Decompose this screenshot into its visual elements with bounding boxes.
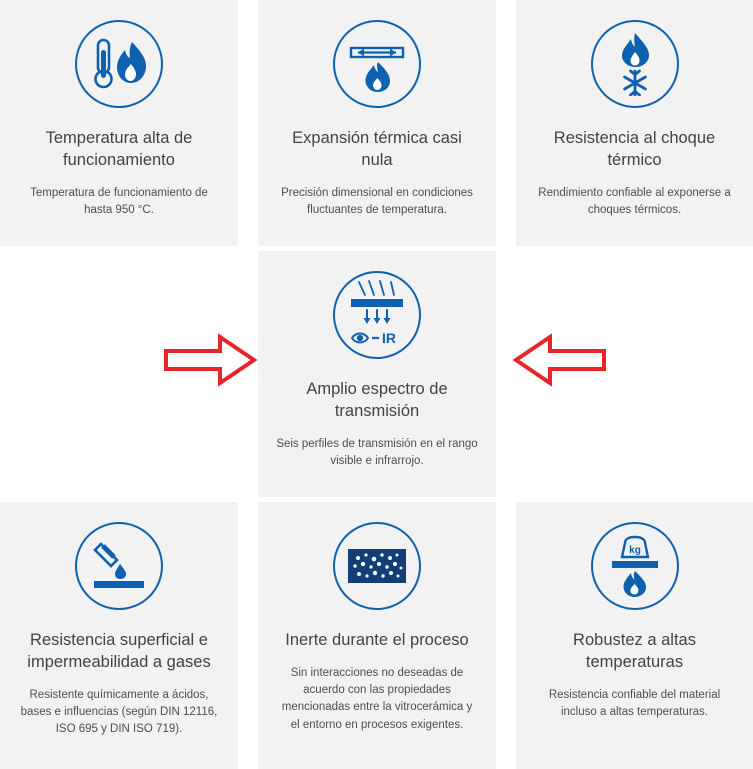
thermal-expansion-flame-icon xyxy=(329,16,425,112)
droplet-surface-icon xyxy=(71,518,167,614)
feature-card-choque-termico[interactable] xyxy=(516,0,753,246)
card-description: Resistencia confiable del material incluso a altas temperaturas. xyxy=(548,688,721,718)
card-title: Resistencia superficial e impermeabilidad a gases xyxy=(27,631,211,671)
card-description: Temperatura de funcionamiento de hasta 950 °C. xyxy=(30,186,208,216)
card-description: Resistente químicamente a ácidos, bases e influencias (según DIN 12116, ISO 695 y DIN ISO 719). xyxy=(20,688,218,736)
thermometer-flame-icon xyxy=(71,16,167,112)
card-title: Amplio espectro de transmisión xyxy=(306,380,448,420)
card-description: Sin interacciones no deseadas de acuerdo con las propiedades mencionadas entre la vitrocerámica y el entorno en procesos exigentes. xyxy=(281,666,473,731)
card-description: Precisión dimensional en condiciones fluctuantes de temperatura. xyxy=(281,186,473,216)
inert-particles-icon xyxy=(329,518,425,614)
icon-label: kg xyxy=(628,545,641,556)
feature-card-espectro-transmision[interactable] xyxy=(258,251,496,497)
feature-card-expansion-termica[interactable] xyxy=(258,0,496,246)
card-title: Robustez a altas temperaturas xyxy=(573,631,696,671)
empty-grid-cell-right xyxy=(516,251,753,497)
icon-label: IR xyxy=(382,330,396,346)
card-title: Temperatura alta de funcionamiento xyxy=(45,129,193,169)
feature-card-inerte-proceso[interactable] xyxy=(258,502,496,769)
feature-card-temperatura-alta[interactable] xyxy=(0,0,238,246)
flame-snowflake-icon xyxy=(587,16,683,112)
card-title: Inerte durante el proceso xyxy=(285,631,469,649)
card-description: Rendimiento confiable al exponerse a choques térmicos. xyxy=(538,186,731,216)
feature-card-robustez-altas-temperaturas[interactable] xyxy=(516,502,753,769)
weight-flame-icon xyxy=(587,518,683,614)
empty-grid-cell-left xyxy=(0,251,238,497)
transmission-spectrum-ir-icon xyxy=(329,267,425,363)
card-title: Expansión térmica casi nula xyxy=(292,129,462,169)
card-description: Seis perfiles de transmisión en el rango visible e infrarrojo. xyxy=(276,437,478,467)
feature-card-resistencia-superficial[interactable] xyxy=(0,502,238,769)
card-title: Resistencia al choque térmico xyxy=(553,129,716,169)
